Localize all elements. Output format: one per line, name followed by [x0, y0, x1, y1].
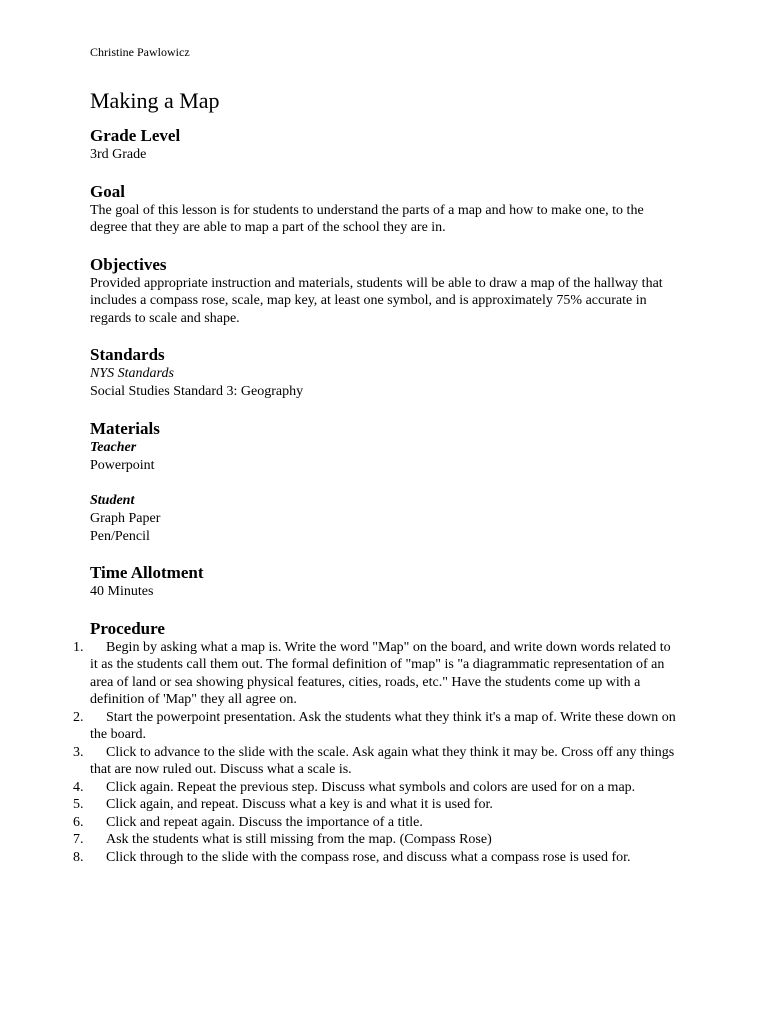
- objectives-text: Provided appropriate instruction and materials, students will be able to draw a map of the hallway that includes a compass rose, scale, map key, at least one symbol, and is approximately 75% accurate in regards to scale and shape.: [90, 275, 663, 326]
- standards-section: [90, 345, 680, 401]
- objectives-heading: Objectives: [90, 254, 167, 274]
- materials-teacher-item: Powerpoint: [90, 457, 155, 473]
- materials-heading: Materials: [90, 418, 160, 438]
- procedure-step: [73, 796, 680, 814]
- procedure-step-number: 4.: [73, 779, 84, 795]
- materials-student-item: Pen/Pencil: [90, 528, 150, 544]
- materials-student-label: Student: [90, 493, 135, 508]
- procedure-step: [73, 814, 680, 832]
- grade-level-section: [90, 126, 680, 164]
- procedure-step-text: Ask the students what is still missing from the map. (Compass Rose): [106, 832, 492, 847]
- procedure-heading: Procedure: [90, 618, 165, 638]
- page-title: Making a Map: [90, 88, 220, 113]
- procedure-step-number: 6.: [73, 814, 84, 830]
- procedure-step-number: 7.: [73, 832, 84, 847]
- document-page: [73, 44, 680, 884]
- procedure-step-number: 8.: [73, 849, 84, 865]
- grade-level-heading: Grade Level: [90, 126, 181, 145]
- procedure-step-text: Click again. Repeat the previous step. Discuss what symbols and colors are used for on a map.: [106, 779, 636, 795]
- goal-heading: Goal: [90, 181, 125, 201]
- procedure-step-number: 2.: [73, 709, 84, 725]
- procedure-list: [73, 639, 680, 867]
- standards-subheading: NYS Standards: [90, 366, 174, 381]
- standards-heading: Standards: [90, 345, 165, 364]
- procedure-step: [73, 709, 680, 744]
- procedure-step: [73, 849, 680, 867]
- goal-section: [90, 182, 680, 237]
- objectives-section: [90, 255, 680, 328]
- time-allotment-text: 40 Minutes: [90, 584, 154, 599]
- materials-student-item: Graph Paper: [90, 511, 161, 526]
- goal-text: The goal of this lesson is for students to understand the parts of a map and how to make one, to the degree that they are able to map a part of the school they are in.: [90, 202, 644, 235]
- procedure-step-number: 3.: [73, 744, 84, 760]
- time-allotment-heading: Time Allotment: [90, 563, 204, 582]
- procedure-step: [73, 831, 680, 849]
- procedure-step-text: Click through to the slide with the compass rose, and discuss what a compass rose is used for.: [106, 849, 631, 865]
- procedure-step-number: 1.: [73, 639, 84, 655]
- materials-teacher-label: Teacher: [90, 439, 137, 455]
- procedure-step-text: Click to advance to the slide with the scale. Ask again what they think it may be. Cross off any things that are now ruled out. Discuss what a scale is.: [90, 744, 675, 777]
- procedure-step-text: Click and repeat again. Discuss the importance of a title.: [106, 814, 423, 830]
- procedure-step: [73, 639, 680, 709]
- author-name: Christine Pawlowicz: [90, 45, 190, 59]
- procedure-step: [73, 744, 680, 779]
- procedure-step: [73, 779, 680, 797]
- procedure-step-number: 5.: [73, 797, 84, 812]
- procedure-step-text: Start the powerpoint presentation. Ask the students what they think it's a map of. Write these down on the board.: [90, 709, 676, 742]
- procedure-step-text: Begin by asking what a map is. Write the word "Map" on the board, and write down words related to it as the students call them out. The formal definition of "map" is "a diagrammatic representation of an area of land or sea showing physical features, cities, roads, etc." Have the students come up with a definition of 'Map" they all agree on.: [90, 639, 671, 707]
- materials-section: [90, 419, 680, 546]
- procedure-section: [73, 618, 680, 867]
- standards-text: Social Studies Standard 3: Geography: [90, 384, 304, 399]
- procedure-step-text: Click again, and repeat. Discuss what a key is and what it is used for.: [106, 797, 493, 812]
- time-allotment-section: [90, 563, 680, 601]
- grade-level-text: 3rd Grade: [90, 147, 147, 162]
